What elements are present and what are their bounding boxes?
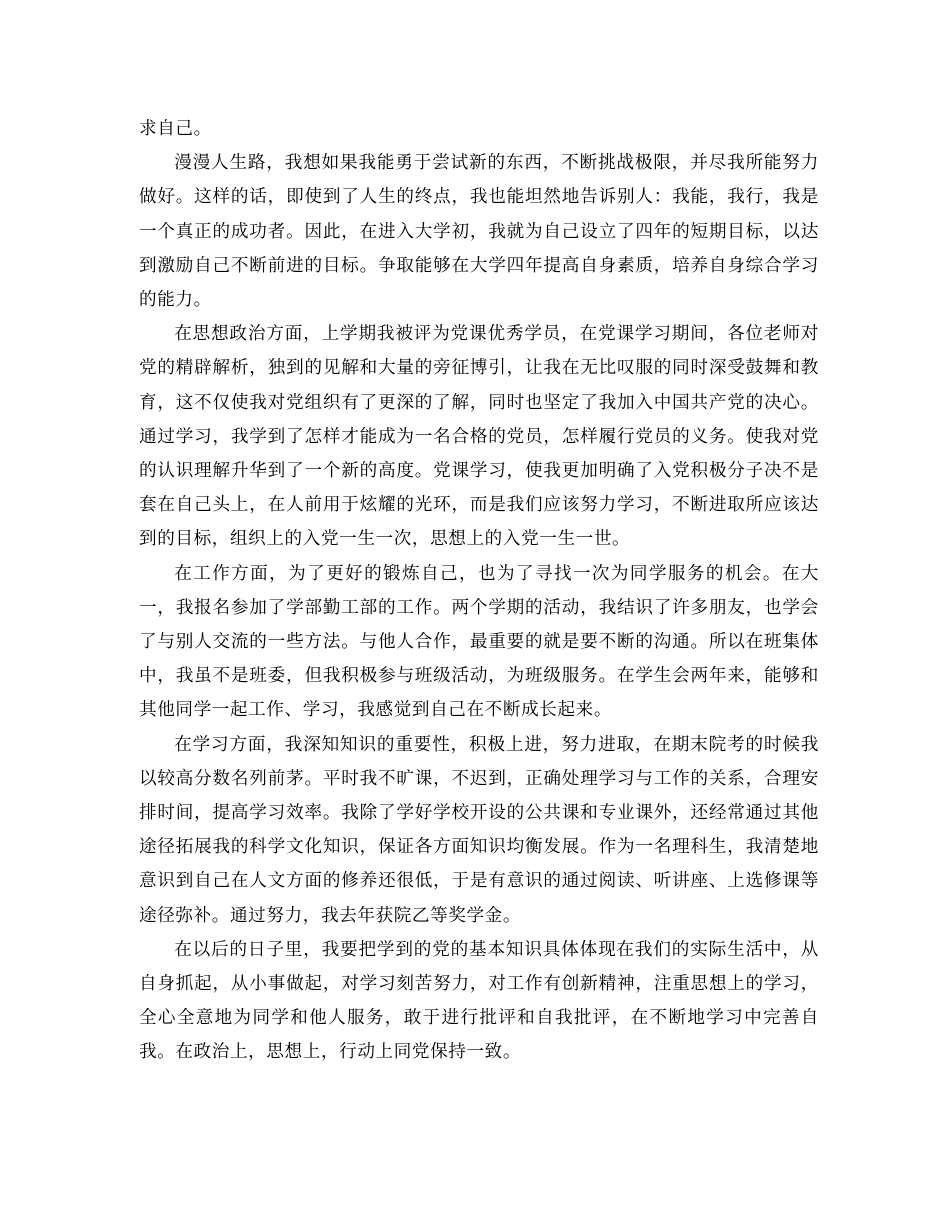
document-body (139, 112, 819, 1070)
paragraph-work: 在工作方面，为了更好的锻炼自己，也为了寻找一次为同学服务的机会。在大一，我报名参加了学部勤工部的工作。两个学期的活动，我结识了许多朋友，也学会了与别人交流的一些方法。与他人合作，最重要的就是要不断的沟通。所以在班集体中，我虽不是班委，但我积极参与班级活动，为班级服务。在学生会两年来，能够和其他同学一起工作、学习，我感觉到自己在不断成长起来。 (139, 563, 819, 721)
paragraph-study: 在学习方面，我深知知识的重要性，积极上进，努力进取，在期末院考的时候我以较高分数名列前茅。平时我不旷课，不迟到，正确处理学习与工作的关系，合理安排时间，提高学习效率。我除了学好学校开设的公共课和专业课外，还经常通过其他途径拓展我的科学文化知识，保证各方面知识均衡发展。作为一名理科生，我清楚地意识到自己在人文方面的修养还很低，于是有意识的通过阅读、听讲座、上选修课等途径弥补。通过努力，我去年获院乙等奖学金。 (139, 734, 819, 926)
paragraph-political-thought: 在思想政治方面，上学期我被评为党课优秀学员，在党课学习期间，各位老师对党的精辟解析，独到的见解和大量的旁征博引，让我在无比叹服的同时深受鼓舞和教育，这不仅使我对党组织有了更深的了解，同时也坚定了我加入中国共产党的决心。通过学习，我学到了怎样才能成为一名合格的党员，怎样履行党员的义务。使我对党的认识理解升华到了一个新的高度。党课学习，使我更加明确了入党积极分子决不是套在自己头上，在人前用于炫耀的光环，而是我们应该努力学习，不断进取所应该达到的目标，组织上的入党一生一次，思想上的入党一生一世。 (139, 324, 819, 550)
paragraph-continuation: 求自己。 (139, 119, 212, 139)
paragraph-future: 在以后的日子里，我要把学到的党的基本知识具体体现在我们的实际生活中，从自身抓起，从小事做起，对学习刻苦努力，对工作有创新精神，注重思想上的学习，全心全意地为同学和他人服务，敢于进行批评和自我批评，在不断地学习中完善自我。在政治上，思想上，行动上同党保持一致。 (139, 939, 819, 1063)
paragraph-life-goals: 漫漫人生路，我想如果我能勇于尝试新的东西，不断挑战极限，并尽我所能努力做好。这样的话，即使到了人生的终点，我也能坦然地告诉别人：我能，我行，我是一个真正的成功者。因此，在进入大学初，我就为自己设立了四年的短期目标，以达到激励自己不断前进的目标。争取能够在大学四年提高自身素质，培养自身综合学习的能力。 (139, 153, 819, 311)
